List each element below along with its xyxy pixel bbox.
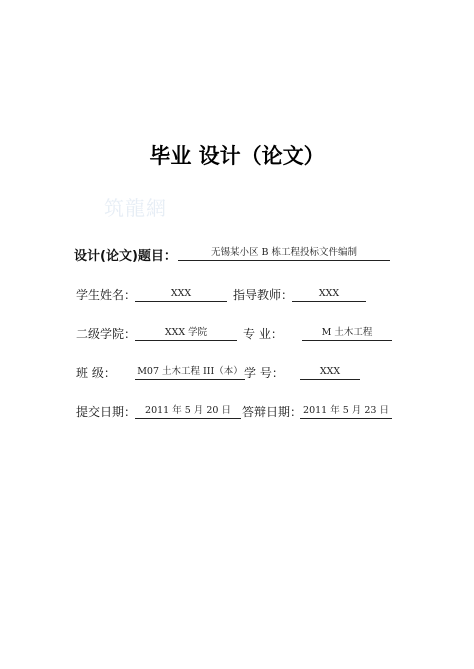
advisor-label: 指导教师： <box>233 288 294 302</box>
college-label: 二级学院： <box>76 327 137 341</box>
thesis-title-value: 无锡某小区 B 栋工程投标文件编制 <box>178 246 390 261</box>
watermark-logo: 筑龍網 <box>104 196 167 220</box>
student-name-label: 学生姓名： <box>76 288 137 302</box>
submit-date-value: 2011 年 5 月 20 日 <box>135 404 241 419</box>
class-label: 班 级： <box>76 366 116 380</box>
defense-date-value: 2011 年 5 月 23 日 <box>300 404 392 419</box>
major-value: M 土木工程 <box>302 326 392 341</box>
student-id-label: 学 号： <box>244 366 284 380</box>
defense-date-label: 答辩日期： <box>242 405 303 419</box>
major-label: 专 业： <box>243 327 283 341</box>
class-value: M07 土木工程 III（本） <box>135 365 245 380</box>
thesis-title-label: 设计(论文)题目： <box>74 249 177 264</box>
student-id-value: XXX <box>300 365 360 380</box>
student-name-value: XXX <box>135 287 227 302</box>
advisor-value: XXX <box>292 287 366 302</box>
document-title: 毕业 设计（论文） <box>149 144 325 168</box>
college-value: XXX 学院 <box>135 326 237 341</box>
submit-date-label: 提交日期： <box>76 405 137 419</box>
